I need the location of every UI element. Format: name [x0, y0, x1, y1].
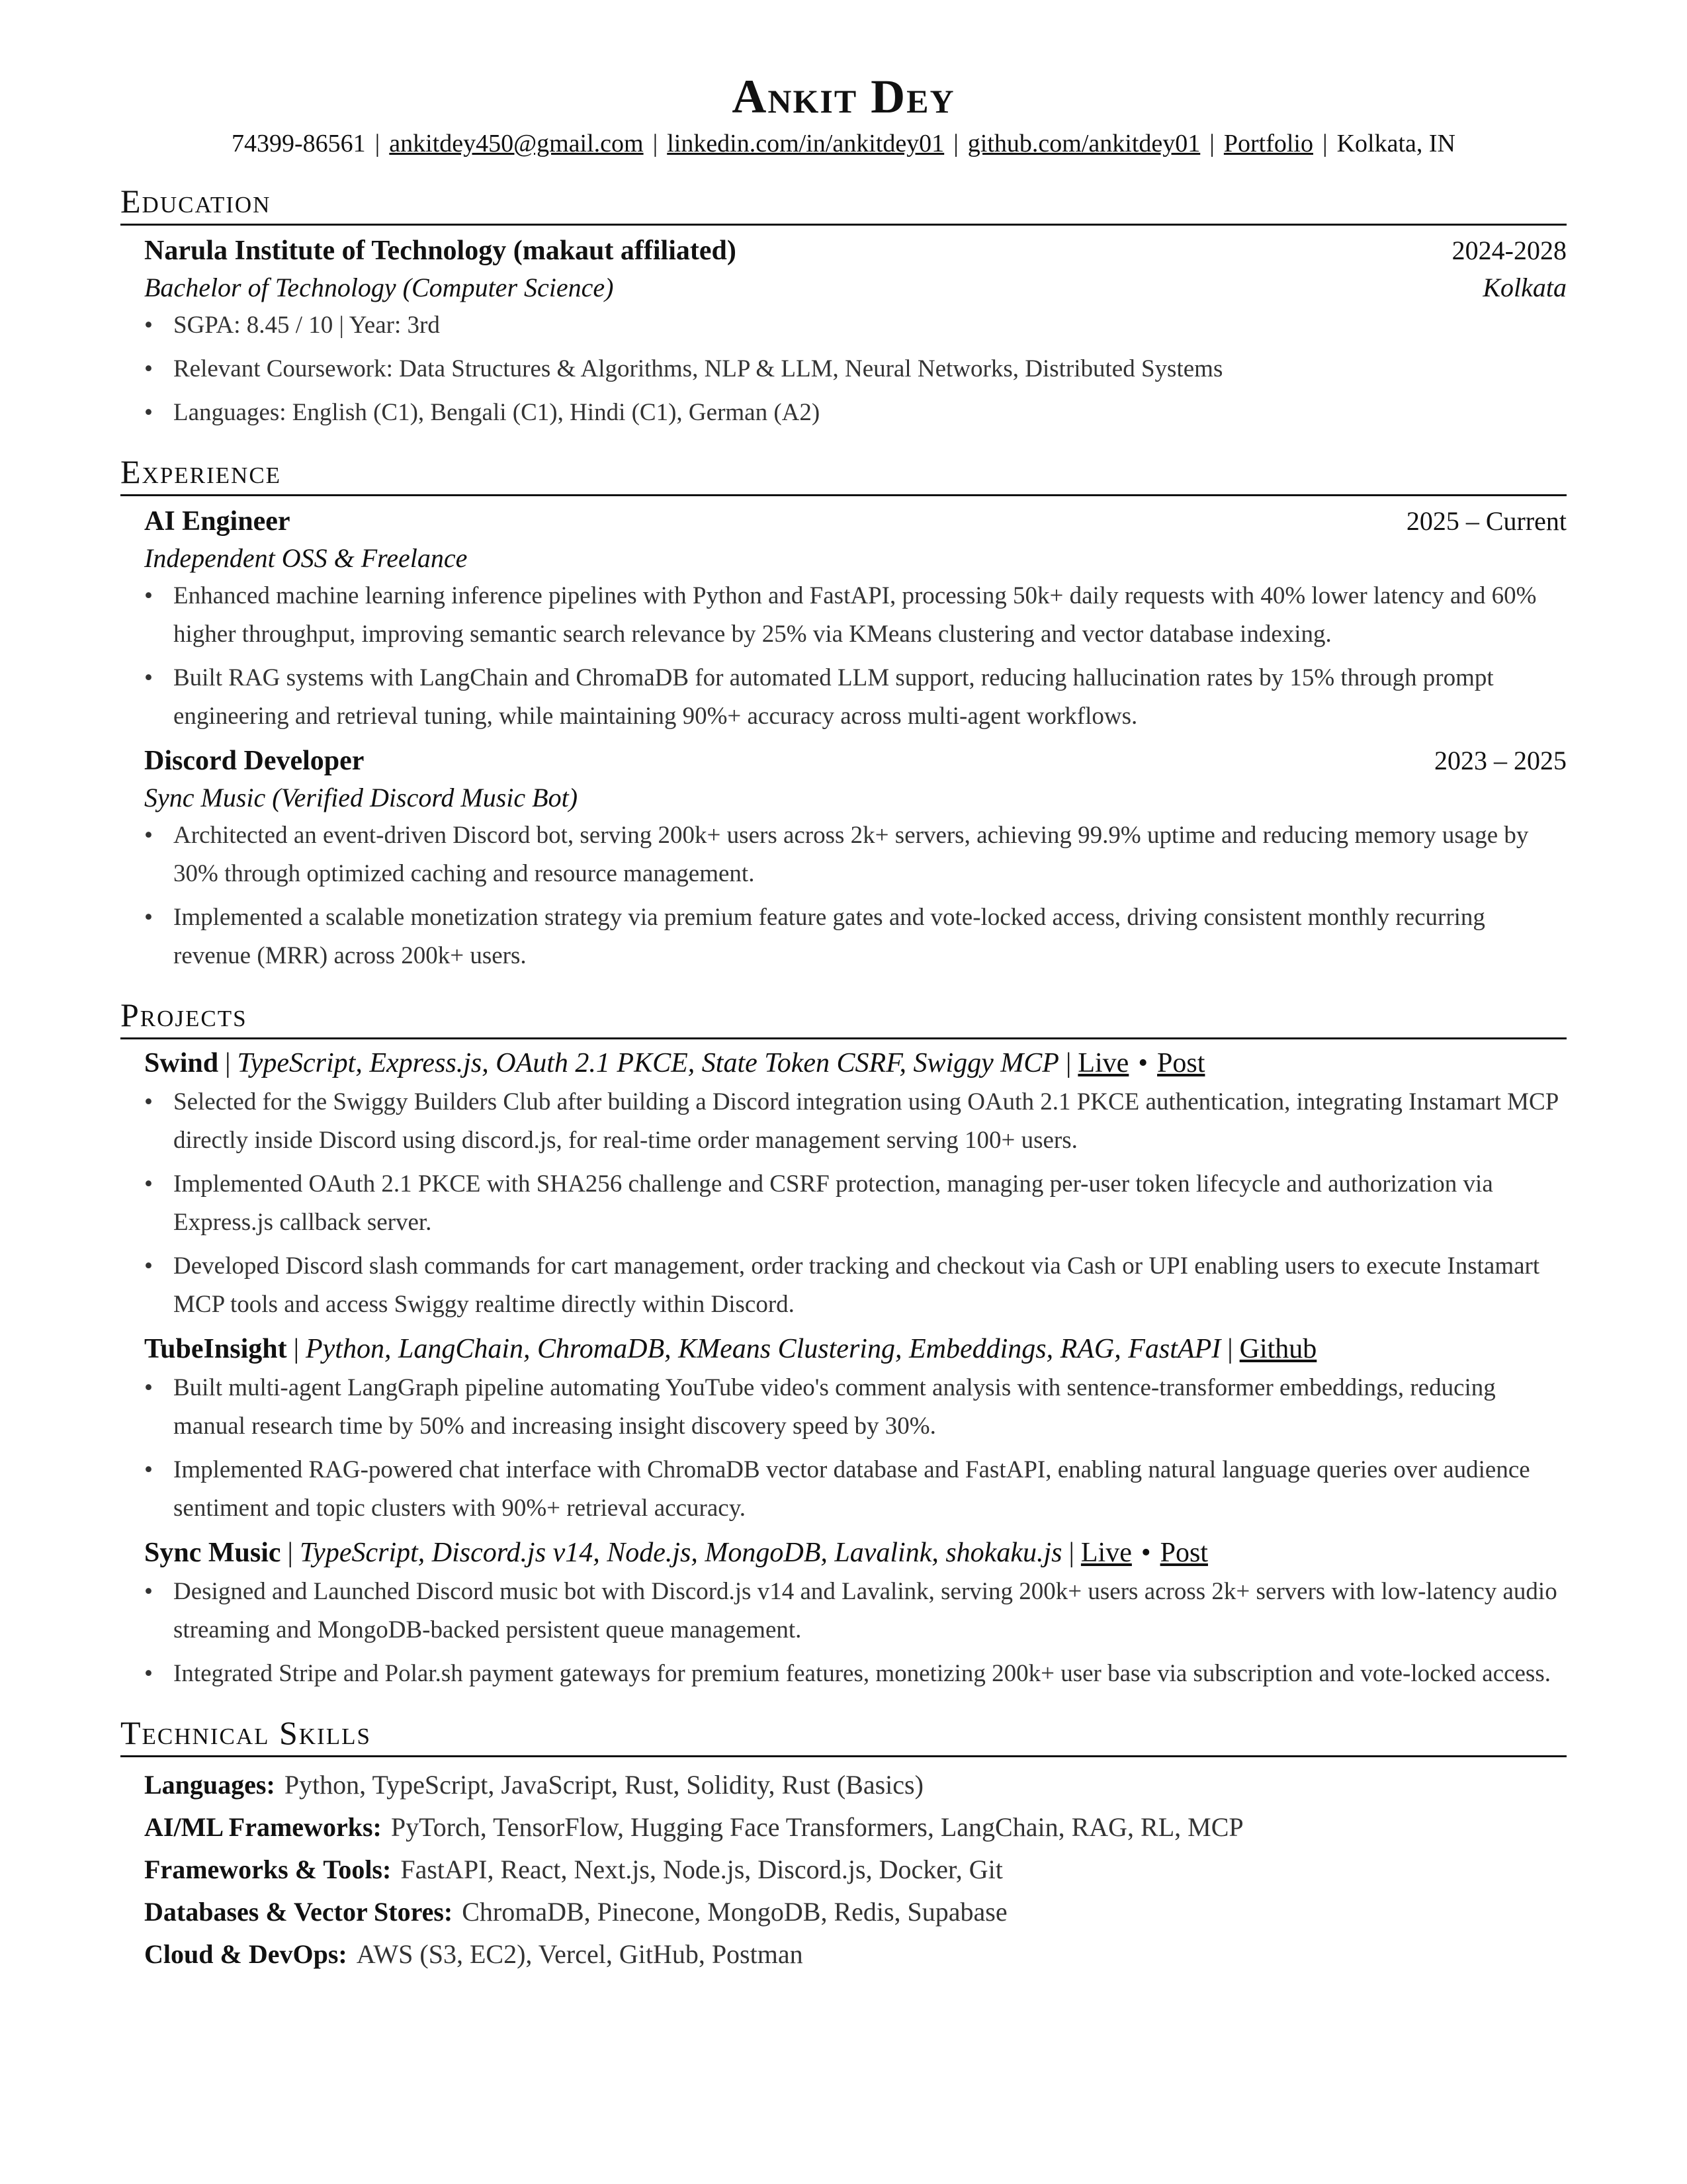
bullet: • Integrated Stripe and Polar.sh payment gateways for premium features, monetizing 200k+ user base via subscription and vote-locked access. [144, 1655, 1567, 1693]
project-tech: TypeScript, Discord.js v14, Node.js, MongoDB, Lavalink, shokaku.js [299, 1538, 1062, 1568]
separator: | [1209, 130, 1215, 157]
post-link[interactable]: Post [1160, 1538, 1208, 1568]
separator: | [1065, 1048, 1072, 1078]
education-city: Kolkata [1483, 273, 1567, 302]
section-title: Projects [120, 994, 1567, 1039]
portfolio-link[interactable]: Portfolio [1223, 130, 1313, 157]
project-entry [120, 1533, 1567, 1693]
contact-line [120, 126, 1567, 161]
bullet: • Built RAG systems with LangChain and ChromaDB for automated LLM support, reducing hallucination rates by 15% through prompt engineering and retrieval tuning, while maintaining 90%+ accuracy across multi-agent workflows. [144, 659, 1567, 736]
bullet-separator: • [1141, 1538, 1151, 1568]
skill-label: AI/ML Frameworks: [144, 1812, 382, 1842]
skill-row [144, 1764, 1567, 1806]
candidate-name: Ankit Dey [732, 70, 955, 123]
project-entry [120, 1329, 1567, 1528]
bullet: • Implemented OAuth 2.1 PKCE with SHA256 challenge and CSRF protection, managing per-user token lifecycle and authorization via Express.js callback server. [144, 1165, 1567, 1242]
project-tech: TypeScript, Express.js, OAuth 2.1 PKCE, State Token CSRF, Swiggy MCP [237, 1048, 1059, 1078]
separator: | [374, 130, 380, 157]
separator: | [953, 130, 959, 157]
institution-name: Narula Institute of Technology (makaut affiliated) [144, 236, 736, 266]
education-section [120, 180, 1567, 432]
bullet: • Implemented a scalable monetization strategy via premium feature gates and vote-locked access, driving consistent monthly recurring revenue (MRR) across 200k+ users. [144, 898, 1567, 975]
resume-page [120, 0, 1567, 1976]
project-bullets [144, 1369, 1567, 1528]
bullet: • Built multi-agent LangGraph pipeline automating YouTube video's comment analysis with sentence-transformer embeddings, reducing manual research time by 50% and increasing insight discovery speed by 30%. [144, 1369, 1567, 1446]
project-name: Sync Music [144, 1538, 281, 1568]
education-entry [120, 232, 1567, 432]
bullet: • Developed Discord slash commands for cart management, order tracking and checkout via Cash or UPI enabling users to execute Instamart MCP tools and access Swiggy realtime directly within Discord. [144, 1247, 1567, 1324]
bullet: • Architected an event-driven Discord bot, serving 200k+ users across 2k+ servers, achieving 99.9% uptime and reducing memory usage by 30% through optimized caching and resource management. [144, 816, 1567, 893]
skill-label: Databases & Vector Stores: [144, 1897, 453, 1927]
skill-row [144, 1933, 1567, 1976]
project-bullets [144, 1573, 1567, 1693]
job-org: Sync Music (Verified Discord Music Bot) [144, 783, 578, 812]
post-link[interactable]: Post [1157, 1048, 1205, 1078]
job-org: Independent OSS & Freelance [144, 543, 468, 573]
project-name: Swind [144, 1048, 219, 1078]
job-role: Discord Developer [144, 746, 365, 776]
project-header [144, 1533, 1567, 1573]
job-entry [120, 503, 1567, 736]
location: Kolkata, IN [1336, 130, 1455, 157]
phone-number: 74399-86561 [232, 130, 366, 157]
separator: | [287, 1538, 293, 1568]
section-title: Technical Skills [120, 1712, 1567, 1757]
bullet: • SGPA: 8.45 / 10 | Year: 3rd [144, 306, 1567, 345]
job-bullets [144, 816, 1567, 975]
github-link[interactable]: github.com/ankitdey01 [967, 130, 1201, 157]
separator: | [1068, 1538, 1074, 1568]
github-link[interactable]: Github [1239, 1334, 1317, 1364]
separator: | [1227, 1334, 1233, 1364]
bullet: • Enhanced machine learning inference pipelines with Python and FastAPI, processing 50k+ daily requests with 40% lower latency and 60% higher throughput, improving semantic search relevance by 25% via KMeans clustering and vector database indexing. [144, 577, 1567, 654]
bullet: • Languages: English (C1), Bengali (C1), Hindi (C1), German (A2) [144, 394, 1567, 432]
education-bullets [144, 306, 1567, 432]
skill-value: AWS (S3, EC2), Vercel, GitHub, Postman [356, 1939, 803, 1969]
project-name: TubeInsight [144, 1334, 287, 1364]
separator: | [1322, 130, 1328, 157]
job-role: AI Engineer [144, 506, 290, 537]
job-dates: 2025 – Current [1406, 506, 1567, 536]
skill-value: Python, TypeScript, JavaScript, Rust, Solidity, Rust (Basics) [284, 1770, 924, 1800]
skills-section [120, 1712, 1567, 1976]
skill-value: ChromaDB, Pinecone, MongoDB, Redis, Supabase [462, 1897, 1008, 1927]
project-tech: Python, LangChain, ChromaDB, KMeans Clustering, Embeddings, RAG, FastAPI [306, 1334, 1221, 1364]
separator: | [225, 1048, 231, 1078]
live-link[interactable]: Live [1080, 1538, 1132, 1568]
bullet-separator: • [1138, 1048, 1148, 1078]
skill-label: Languages: [144, 1770, 275, 1800]
experience-section [120, 451, 1567, 975]
separator: | [652, 130, 658, 157]
skills-list [120, 1764, 1567, 1976]
project-header [144, 1043, 1567, 1083]
skill-row [144, 1806, 1567, 1849]
linkedin-link[interactable]: linkedin.com/in/ankitdey01 [667, 130, 945, 157]
bullet: • Relevant Coursework: Data Structures & Algorithms, NLP & LLM, Neural Networks, Distributed Systems [144, 350, 1567, 388]
project-bullets [144, 1083, 1567, 1324]
bullet: • Selected for the Swiggy Builders Club after building a Discord integration using OAuth 2.1 PKCE authentication, integrating Instamart MCP directly inside Discord using discord.js, for real-time order management serving 100+ users. [144, 1083, 1567, 1160]
projects-section [120, 994, 1567, 1693]
section-title: Experience [120, 451, 1567, 496]
job-bullets [144, 577, 1567, 736]
project-entry [120, 1043, 1567, 1324]
education-years: 2024-2028 [1451, 236, 1567, 265]
job-dates: 2023 – 2025 [1434, 746, 1567, 775]
live-link[interactable]: Live [1078, 1048, 1129, 1078]
skill-row [144, 1849, 1567, 1891]
separator: | [293, 1334, 299, 1364]
skill-value: PyTorch, TensorFlow, Hugging Face Transformers, LangChain, RAG, RL, MCP [390, 1812, 1244, 1842]
email-link[interactable]: ankitdey450@gmail.com [389, 130, 644, 157]
skill-value: FastAPI, React, Next.js, Node.js, Discord.js, Docker, Git [400, 1855, 1003, 1884]
bullet: • Implemented RAG-powered chat interface with ChromaDB vector database and FastAPI, enabling natural language queries over audience sentiment and topic clusters with 90%+ retrieval accuracy. [144, 1451, 1567, 1528]
job-entry [120, 742, 1567, 975]
skill-row [144, 1891, 1567, 1933]
project-header [144, 1329, 1567, 1369]
skill-label: Cloud & DevOps: [144, 1939, 347, 1969]
skill-label: Frameworks & Tools: [144, 1855, 392, 1884]
bullet: • Designed and Launched Discord music bot with Discord.js v14 and Lavalink, serving 200k+ users across 2k+ servers with low-latency audio streaming and MongoDB-backed persistent queue management. [144, 1573, 1567, 1649]
degree: Bachelor of Technology (Computer Science) [144, 273, 614, 302]
section-title: Education [120, 180, 1567, 226]
